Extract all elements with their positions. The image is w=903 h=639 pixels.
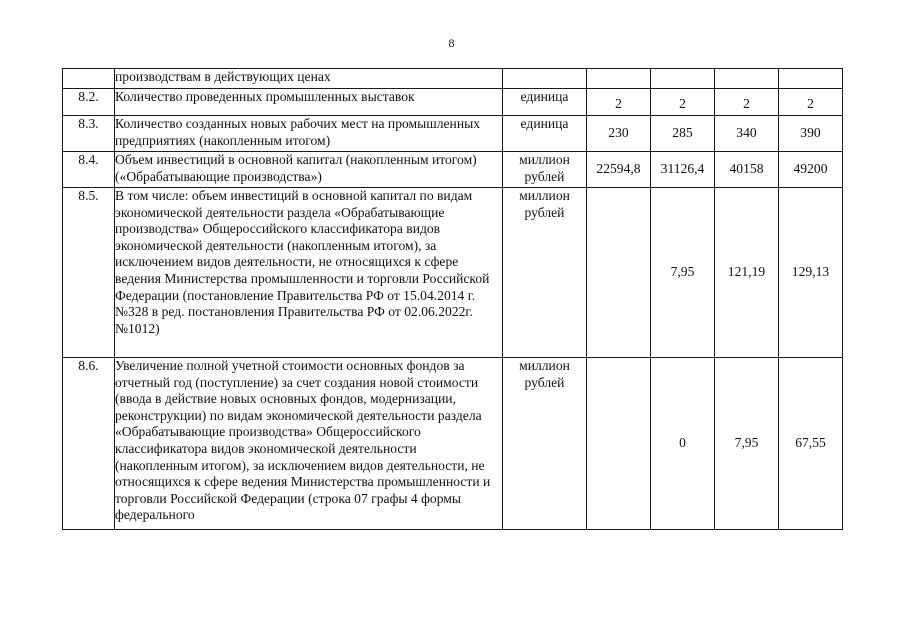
value-cell: 22594,8 <box>587 152 651 188</box>
page-number: 8 <box>448 36 455 50</box>
row-number <box>63 69 115 89</box>
value-cell <box>587 188 651 358</box>
unit-cell: единица <box>503 89 587 116</box>
value-cell: 2 <box>715 89 779 116</box>
value-cell <box>651 69 715 89</box>
indicator-name: Объем инвестиций в основной капитал (накопленным итогом) («Обрабатывающие производства») <box>115 152 503 188</box>
table-row <box>63 152 843 188</box>
unit-cell: единица <box>503 116 587 152</box>
indicator-name: Увеличение полной учетной стоимости основных фондов за отчетный год (поступление) за счет создания новой стоимости (ввода в действие новых основных фондов, модернизации, реконструкции) по видам экономической деятельности раздела «Обрабатывающие производства» Общероссийского классификатора видов экономической деятельности (накопленным итогом), за исключением видов деятельности, не относящихся к сфере ведения Министерства промышленности и торговли Российской Федерации (строка 07 графы 4 формы федерального <box>115 358 503 530</box>
value-cell: 7,95 <box>715 358 779 530</box>
unit-cell <box>503 69 587 89</box>
value-cell: 31126,4 <box>651 152 715 188</box>
value-cell: 7,95 <box>651 188 715 358</box>
indicator-name: Количество созданных новых рабочих мест на промышленных предприятиях (накопленным итогом) <box>115 116 503 152</box>
indicator-name: В том числе: объем инвестиций в основной капитал по видам экономической деятельности раздела «Обрабатывающие производства» Общероссийского классификатора видов экономической деятельности (накопленным итогом), за исключением видов деятельности, не относящихся к сфере ведения Министерства промышленности и торговли Российской Федерации (постановление Правительства РФ от 15.04.2014 г. №328 в ред. постановления Правительства РФ от 02.06.2022г. №1012) <box>115 188 503 358</box>
value-cell: 129,13 <box>779 188 843 358</box>
table-row <box>63 89 843 116</box>
value-cell: 49200 <box>779 152 843 188</box>
value-cell: 230 <box>587 116 651 152</box>
row-number: 8.4. <box>63 152 115 188</box>
value-cell <box>715 69 779 89</box>
value-cell: 67,55 <box>779 358 843 530</box>
row-number: 8.6. <box>63 358 115 530</box>
table-row <box>63 69 843 89</box>
table-row <box>63 188 843 358</box>
unit-cell: миллион рублей <box>503 152 587 188</box>
value-cell: 2 <box>587 89 651 116</box>
value-cell: 390 <box>779 116 843 152</box>
indicators-table <box>62 68 843 530</box>
value-cell <box>587 358 651 530</box>
value-cell: 340 <box>715 116 779 152</box>
unit-cell: миллион рублей <box>503 358 587 530</box>
table-row <box>63 358 843 530</box>
value-cell: 2 <box>779 89 843 116</box>
value-cell: 2 <box>651 89 715 116</box>
value-cell: 121,19 <box>715 188 779 358</box>
value-cell: 0 <box>651 358 715 530</box>
indicator-name: Количество проведенных промышленных выставок <box>115 89 503 116</box>
indicator-name: производствам в действующих ценах <box>115 69 503 89</box>
value-cell <box>587 69 651 89</box>
value-cell <box>779 69 843 89</box>
row-number: 8.3. <box>63 116 115 152</box>
row-number: 8.5. <box>63 188 115 358</box>
table-row <box>63 116 843 152</box>
value-cell: 285 <box>651 116 715 152</box>
value-cell: 40158 <box>715 152 779 188</box>
unit-cell: миллион рублей <box>503 188 587 358</box>
row-number: 8.2. <box>63 89 115 116</box>
